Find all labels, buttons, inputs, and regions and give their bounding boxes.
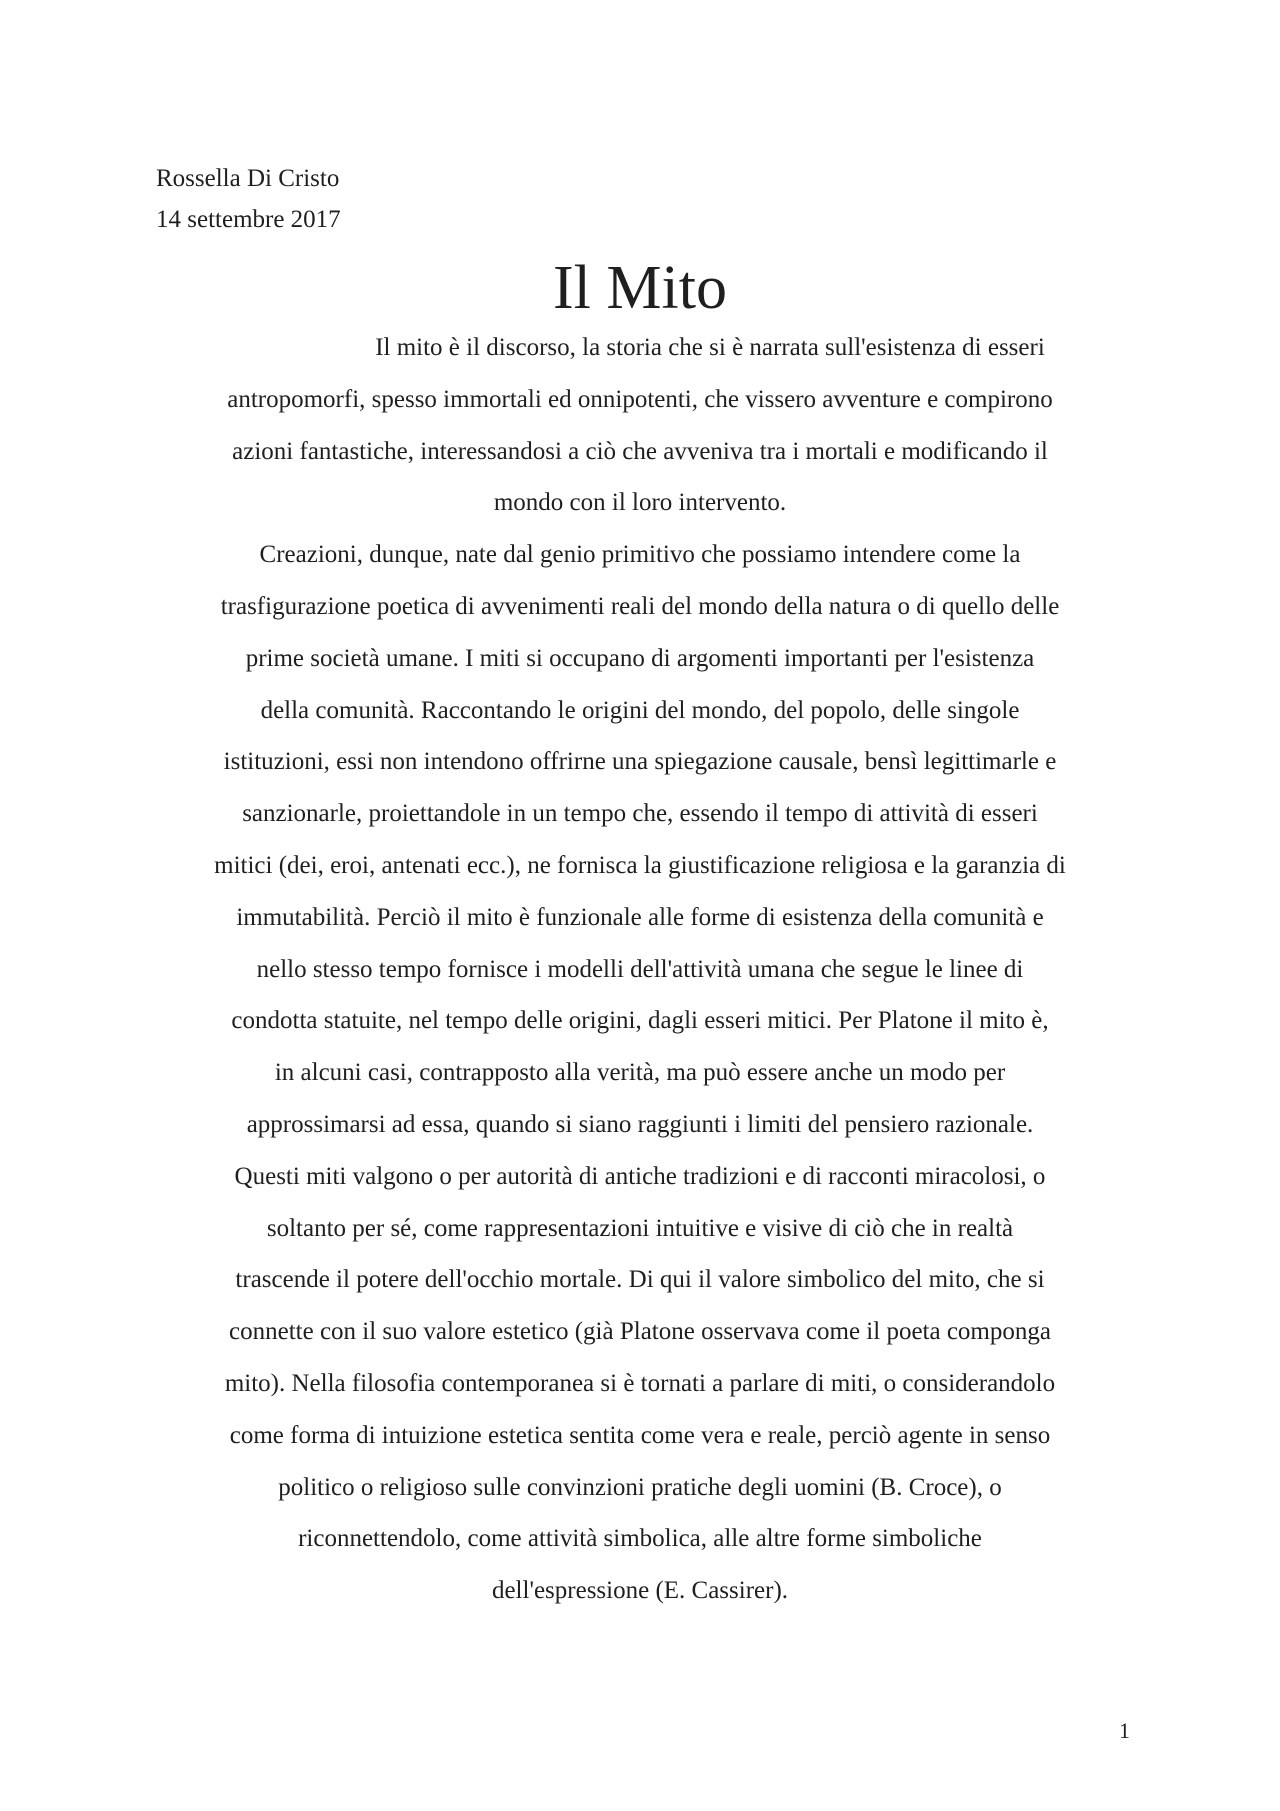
document-title: Il Mito [553, 254, 727, 322]
paragraph-line: mito). Nella filosofia contemporanea si è tornati a parlare di miti, o considerandolo [224, 1369, 1056, 1397]
paragraph-line: mondo con il loro intervento. [493, 489, 787, 517]
paragraph-2 [140, 529, 1140, 1617]
author-name: Rossella Di Cristo [156, 165, 340, 192]
paragraph-line: soltanto per sé, come rappresentazioni intuitive e visive di ciò che in realtà [266, 1214, 1014, 1242]
paragraph-line: prime società umane. I miti si occupano di argomenti importanti per l'esistenza [245, 644, 1035, 672]
document-body [140, 322, 1140, 1617]
paragraph-line: antropomorfi, spesso immortali ed onnipotenti, che vissero avventure e compirono [227, 385, 1053, 413]
page-number: 1 [1119, 1718, 1130, 1743]
paragraph-line: approssimarsi ad essa, quando si siano raggiunti i limiti del pensiero razionale. [246, 1110, 1034, 1138]
paragraph-line: connette con il suo valore estetico (già Platone osservava come il poeta componga [229, 1318, 1051, 1346]
paragraph-line: trascende il potere dell'occhio mortale. Di qui il valore simbolico del mito, che si [235, 1266, 1045, 1294]
paragraph-line: condotta statuite, nel tempo delle origini, dagli esseri mitici. Per Platone il mito è, [231, 1007, 1049, 1035]
paragraph-line: Creazioni, dunque, nate dal genio primitivo che possiamo intendere come la [259, 541, 1021, 569]
paragraph-line: politico o religioso sulle convinzioni pratiche degli uomini (B. Croce), o [278, 1473, 1002, 1501]
paragraph-line: azioni fantastiche, interessandosi a ciò che avveniva tra i mortali e modificando il [232, 437, 1048, 465]
document-date: 14 settembre 2017 [156, 206, 341, 233]
paragraph-line: dell'espressione (E. Cassirer). [491, 1577, 789, 1605]
paragraph-line: in alcuni casi, contrapposto alla verità, ma può essere anche un modo per [274, 1059, 1006, 1087]
paragraph-line: immutabilità. Perciò il mito è funzionale alle forme di esistenza della comunità e [236, 903, 1044, 931]
paragraph-1 [140, 322, 1140, 529]
paragraph-line: Questi miti valgono o per autorità di antiche tradizioni e di racconti miracolosi, o [234, 1162, 1046, 1190]
paragraph-line: Il mito è il discorso, la storia che si è narrata sull'esistenza di esseri [375, 334, 1045, 361]
paragraph-line: nello stesso tempo fornisce i modelli dell'attività umana che segue le linee di [256, 955, 1024, 983]
paragraph-line: come forma di intuizione estetica sentita come vera e reale, perciò agente in senso [229, 1421, 1051, 1449]
paragraph-line: della comunità. Raccontando le origini del mondo, del popolo, delle singole [260, 696, 1020, 724]
paragraph-line: trasfigurazione poetica di avvenimenti reali del mondo della natura o di quello delle [220, 592, 1060, 620]
paragraph-line: sanzionarle, proiettandole in un tempo che, essendo il tempo di attività di esseri [242, 800, 1038, 828]
paragraph-line: riconnettendolo, come attività simbolica, alle altre forme simboliche [298, 1525, 982, 1553]
paragraph-line: mitici (dei, eroi, antenati ecc.), ne fornisca la giustificazione religiosa e la garanzia di [214, 851, 1066, 879]
paragraph-line: istituzioni, essi non intendono offrirne una spiegazione causale, bensì legittimarle e [223, 748, 1057, 776]
